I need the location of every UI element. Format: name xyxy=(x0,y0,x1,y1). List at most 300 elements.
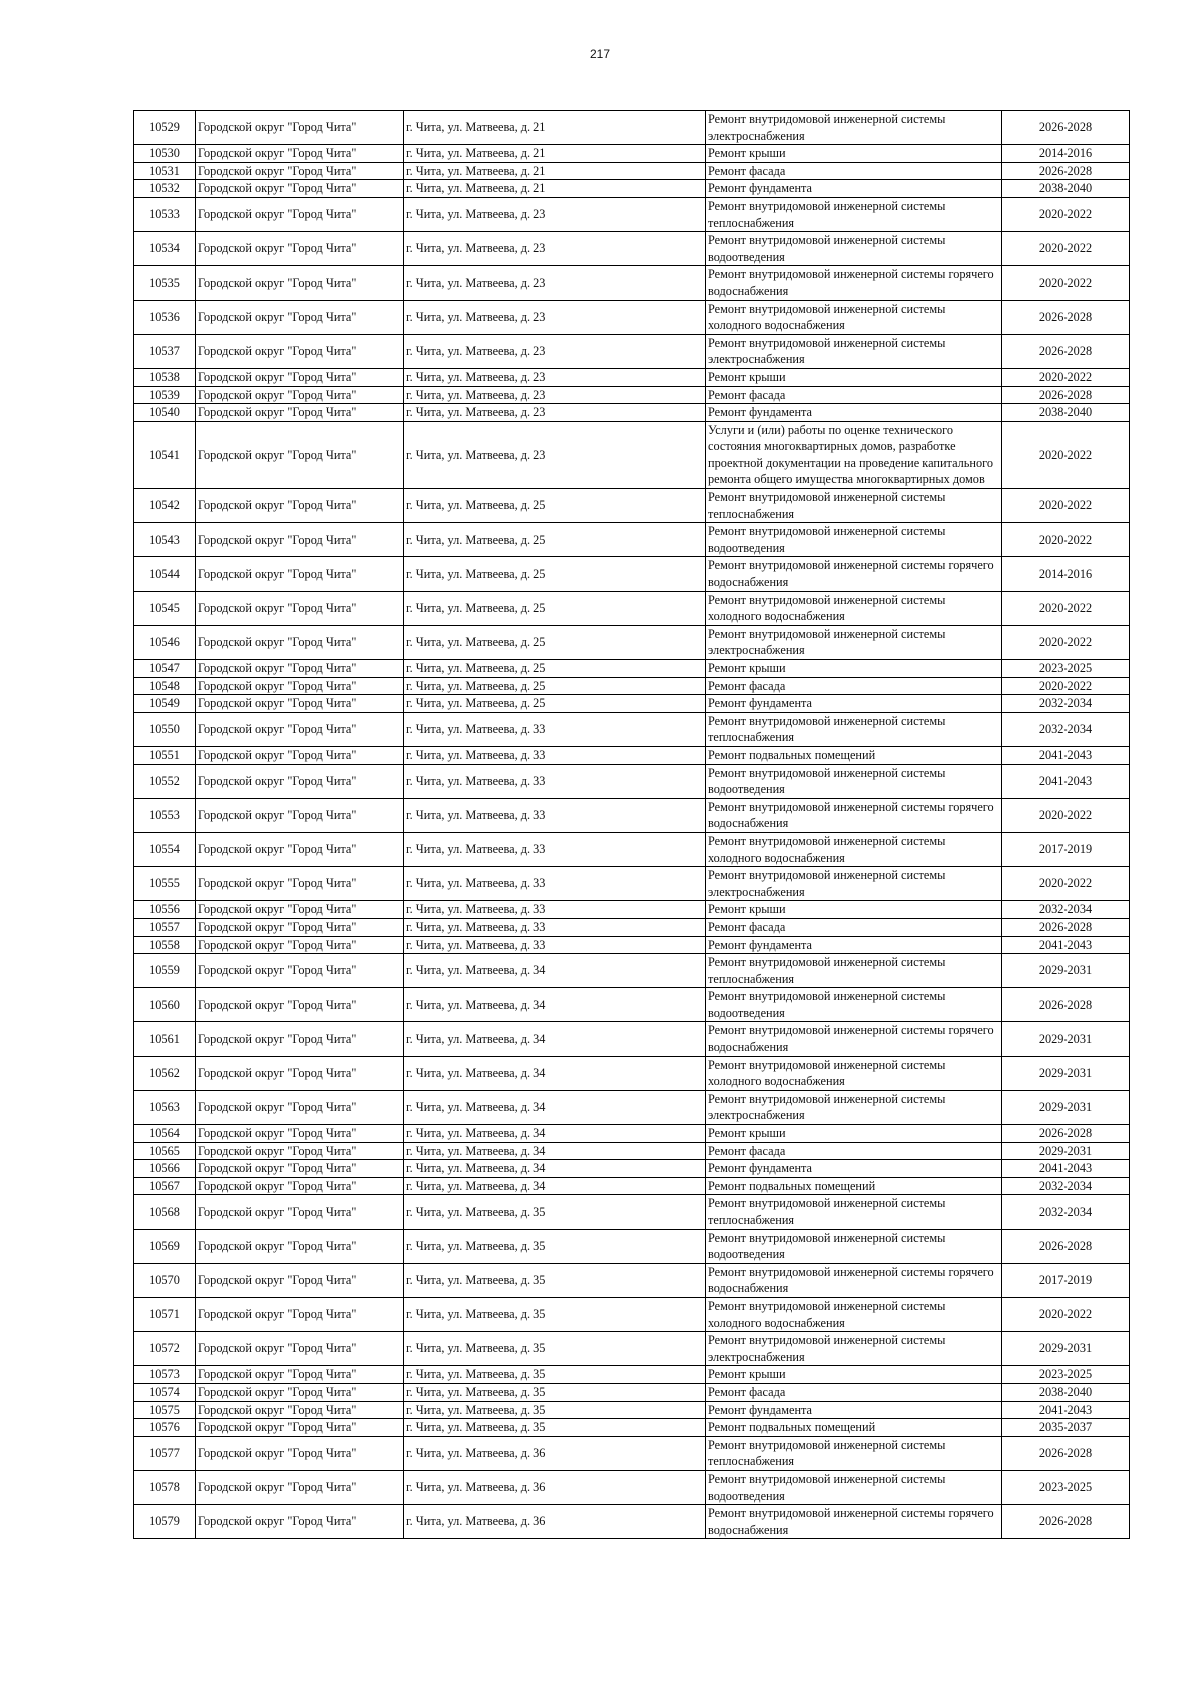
work-type-cell: Ремонт внутридомовой инженерной системы горячего водоснабжения xyxy=(706,1022,1002,1056)
row-id-cell: 10566 xyxy=(134,1160,196,1178)
address-cell: г. Чита, ул. Матвеева, д. 23 xyxy=(404,421,706,488)
period-cell: 2029-2031 xyxy=(1002,1090,1130,1124)
period-cell: 2020-2022 xyxy=(1002,232,1130,266)
period-cell: 2020-2022 xyxy=(1002,798,1130,832)
work-type-cell: Ремонт внутридомовой инженерной системы электроснабжения xyxy=(706,1090,1002,1124)
row-id-cell: 10567 xyxy=(134,1177,196,1195)
work-type-cell: Ремонт фундамента xyxy=(706,695,1002,713)
period-cell: 2020-2022 xyxy=(1002,266,1130,300)
municipality-cell: Городской округ "Город Чита" xyxy=(196,1056,404,1090)
municipality-cell: Городской округ "Город Чита" xyxy=(196,746,404,764)
municipality-cell: Городской округ "Город Чита" xyxy=(196,1505,404,1539)
row-id-cell: 10556 xyxy=(134,901,196,919)
municipality-cell: Городской округ "Город Чита" xyxy=(196,901,404,919)
address-cell: г. Чита, ул. Матвеева, д. 25 xyxy=(404,695,706,713)
period-cell: 2020-2022 xyxy=(1002,368,1130,386)
address-cell: г. Чита, ул. Матвеева, д. 21 xyxy=(404,162,706,180)
period-cell: 2029-2031 xyxy=(1002,1142,1130,1160)
period-cell: 2032-2034 xyxy=(1002,712,1130,746)
period-cell: 2023-2025 xyxy=(1002,1366,1130,1384)
row-id-cell: 10577 xyxy=(134,1436,196,1470)
address-cell: г. Чита, ул. Матвеева, д. 34 xyxy=(404,1177,706,1195)
address-cell: г. Чита, ул. Матвеева, д. 36 xyxy=(404,1436,706,1470)
row-id-cell: 10573 xyxy=(134,1366,196,1384)
address-cell: г. Чита, ул. Матвеева, д. 25 xyxy=(404,591,706,625)
table-row xyxy=(134,660,1130,678)
period-cell: 2020-2022 xyxy=(1002,421,1130,488)
row-id-cell: 10561 xyxy=(134,1022,196,1056)
work-type-cell: Ремонт внутридомовой инженерной системы горячего водоснабжения xyxy=(706,557,1002,591)
table-row xyxy=(134,145,1130,163)
row-id-cell: 10546 xyxy=(134,625,196,659)
municipality-cell: Городской округ "Город Чита" xyxy=(196,180,404,198)
period-cell: 2029-2031 xyxy=(1002,1332,1130,1366)
row-id-cell: 10555 xyxy=(134,867,196,901)
period-cell: 2029-2031 xyxy=(1002,1022,1130,1056)
table-row xyxy=(134,1160,1130,1178)
work-type-cell: Ремонт крыши xyxy=(706,1366,1002,1384)
row-id-cell: 10558 xyxy=(134,936,196,954)
address-cell: г. Чита, ул. Матвеева, д. 34 xyxy=(404,1090,706,1124)
row-id-cell: 10550 xyxy=(134,712,196,746)
table-row xyxy=(134,523,1130,557)
address-cell: г. Чита, ул. Матвеева, д. 25 xyxy=(404,557,706,591)
municipality-cell: Городской округ "Город Чита" xyxy=(196,111,404,145)
table-row xyxy=(134,386,1130,404)
municipality-cell: Городской округ "Город Чита" xyxy=(196,764,404,798)
table-row xyxy=(134,1195,1130,1229)
municipality-cell: Городской округ "Город Чита" xyxy=(196,1297,404,1331)
period-cell: 2032-2034 xyxy=(1002,901,1130,919)
table-row xyxy=(134,867,1130,901)
table-row xyxy=(134,111,1130,145)
period-cell: 2032-2034 xyxy=(1002,695,1130,713)
table-row xyxy=(134,1419,1130,1437)
table-row xyxy=(134,1263,1130,1297)
table-row xyxy=(134,162,1130,180)
municipality-cell: Городской округ "Город Чита" xyxy=(196,300,404,334)
period-cell: 2026-2028 xyxy=(1002,1436,1130,1470)
period-cell: 2026-2028 xyxy=(1002,162,1130,180)
address-cell: г. Чита, ул. Матвеева, д. 23 xyxy=(404,197,706,231)
municipality-cell: Городской округ "Город Чита" xyxy=(196,918,404,936)
row-id-cell: 10536 xyxy=(134,300,196,334)
address-cell: г. Чита, ул. Матвеева, д. 33 xyxy=(404,712,706,746)
row-id-cell: 10537 xyxy=(134,334,196,368)
row-id-cell: 10563 xyxy=(134,1090,196,1124)
address-cell: г. Чита, ул. Матвеева, д. 34 xyxy=(404,988,706,1022)
work-type-cell: Ремонт внутридомовой инженерной системы теплоснабжения xyxy=(706,197,1002,231)
municipality-cell: Городской округ "Город Чита" xyxy=(196,1366,404,1384)
row-id-cell: 10529 xyxy=(134,111,196,145)
address-cell: г. Чита, ул. Матвеева, д. 23 xyxy=(404,232,706,266)
municipality-cell: Городской округ "Город Чита" xyxy=(196,798,404,832)
municipality-cell: Городской округ "Город Чита" xyxy=(196,1090,404,1124)
address-cell: г. Чита, ул. Матвеева, д. 36 xyxy=(404,1505,706,1539)
table-row xyxy=(134,764,1130,798)
address-cell: г. Чита, ул. Матвеева, д. 23 xyxy=(404,404,706,422)
table-row xyxy=(134,1332,1130,1366)
table-row xyxy=(134,180,1130,198)
period-cell: 2014-2016 xyxy=(1002,145,1130,163)
row-id-cell: 10542 xyxy=(134,489,196,523)
work-type-cell: Ремонт внутридомовой инженерной системы холодного водоснабжения xyxy=(706,300,1002,334)
period-cell: 2020-2022 xyxy=(1002,489,1130,523)
municipality-cell: Городской округ "Город Чита" xyxy=(196,489,404,523)
row-id-cell: 10568 xyxy=(134,1195,196,1229)
address-cell: г. Чита, ул. Матвеева, д. 23 xyxy=(404,368,706,386)
address-cell: г. Чита, ул. Матвеева, д. 35 xyxy=(404,1401,706,1419)
table-row xyxy=(134,591,1130,625)
page-number: 217 xyxy=(589,47,611,61)
address-cell: г. Чита, ул. Матвеева, д. 23 xyxy=(404,386,706,404)
address-cell: г. Чита, ул. Матвеева, д. 35 xyxy=(404,1195,706,1229)
address-cell: г. Чита, ул. Матвеева, д. 33 xyxy=(404,918,706,936)
period-cell: 2032-2034 xyxy=(1002,1195,1130,1229)
table-row xyxy=(134,1142,1130,1160)
period-cell: 2023-2025 xyxy=(1002,660,1130,678)
period-cell: 2029-2031 xyxy=(1002,1056,1130,1090)
address-cell: г. Чита, ул. Матвеева, д. 33 xyxy=(404,746,706,764)
row-id-cell: 10531 xyxy=(134,162,196,180)
row-id-cell: 10559 xyxy=(134,954,196,988)
period-cell: 2020-2022 xyxy=(1002,197,1130,231)
address-cell: г. Чита, ул. Матвеева, д. 25 xyxy=(404,660,706,678)
address-cell: г. Чита, ул. Матвеева, д. 34 xyxy=(404,1142,706,1160)
work-type-cell: Ремонт внутридомовой инженерной системы холодного водоснабжения xyxy=(706,832,1002,866)
municipality-cell: Городской округ "Город Чита" xyxy=(196,591,404,625)
work-type-cell: Ремонт внутридомовой инженерной системы электроснабжения xyxy=(706,625,1002,659)
table-row xyxy=(134,1022,1130,1056)
municipality-cell: Городской округ "Город Чита" xyxy=(196,695,404,713)
municipality-cell: Городской округ "Город Чита" xyxy=(196,832,404,866)
period-cell: 2035-2037 xyxy=(1002,1419,1130,1437)
table-row xyxy=(134,300,1130,334)
work-type-cell: Ремонт внутридомовой инженерной системы электроснабжения xyxy=(706,111,1002,145)
period-cell: 2020-2022 xyxy=(1002,867,1130,901)
municipality-cell: Городской округ "Город Чита" xyxy=(196,712,404,746)
period-cell: 2038-2040 xyxy=(1002,404,1130,422)
table-row xyxy=(134,334,1130,368)
table-row xyxy=(134,421,1130,488)
work-type-cell: Ремонт фасада xyxy=(706,1142,1002,1160)
municipality-cell: Городской округ "Город Чита" xyxy=(196,1419,404,1437)
municipality-cell: Городской округ "Город Чита" xyxy=(196,145,404,163)
row-id-cell: 10564 xyxy=(134,1125,196,1143)
address-cell: г. Чита, ул. Матвеева, д. 34 xyxy=(404,954,706,988)
address-cell: г. Чита, ул. Матвеева, д. 33 xyxy=(404,867,706,901)
period-cell: 2038-2040 xyxy=(1002,180,1130,198)
period-cell: 2026-2028 xyxy=(1002,300,1130,334)
row-id-cell: 10539 xyxy=(134,386,196,404)
work-type-cell: Ремонт фундамента xyxy=(706,404,1002,422)
row-id-cell: 10569 xyxy=(134,1229,196,1263)
row-id-cell: 10552 xyxy=(134,764,196,798)
table-row xyxy=(134,1436,1130,1470)
row-id-cell: 10532 xyxy=(134,180,196,198)
table-row xyxy=(134,1401,1130,1419)
municipality-cell: Городской округ "Город Чита" xyxy=(196,1229,404,1263)
period-cell: 2026-2028 xyxy=(1002,1505,1130,1539)
municipality-cell: Городской округ "Город Чита" xyxy=(196,1436,404,1470)
table-row xyxy=(134,1297,1130,1331)
work-type-cell: Ремонт внутридомовой инженерной системы горячего водоснабжения xyxy=(706,798,1002,832)
work-type-cell: Ремонт крыши xyxy=(706,901,1002,919)
table-row xyxy=(134,232,1130,266)
repair-schedule-table xyxy=(133,110,1130,1539)
table-row xyxy=(134,677,1130,695)
municipality-cell: Городской округ "Город Чита" xyxy=(196,386,404,404)
row-id-cell: 10538 xyxy=(134,368,196,386)
period-cell: 2032-2034 xyxy=(1002,1177,1130,1195)
row-id-cell: 10545 xyxy=(134,591,196,625)
row-id-cell: 10541 xyxy=(134,421,196,488)
table-row xyxy=(134,489,1130,523)
work-type-cell: Ремонт фундамента xyxy=(706,1401,1002,1419)
row-id-cell: 10571 xyxy=(134,1297,196,1331)
address-cell: г. Чита, ул. Матвеева, д. 23 xyxy=(404,334,706,368)
work-type-cell: Ремонт подвальных помещений xyxy=(706,1419,1002,1437)
work-type-cell: Ремонт внутридомовой инженерной системы электроснабжения xyxy=(706,867,1002,901)
row-id-cell: 10533 xyxy=(134,197,196,231)
work-type-cell: Ремонт внутридомовой инженерной системы теплоснабжения xyxy=(706,954,1002,988)
period-cell: 2020-2022 xyxy=(1002,625,1130,659)
work-type-cell: Ремонт внутридомовой инженерной системы водоотведения xyxy=(706,232,1002,266)
work-type-cell: Ремонт внутридомовой инженерной системы водоотведения xyxy=(706,988,1002,1022)
municipality-cell: Городской округ "Город Чита" xyxy=(196,232,404,266)
table-row xyxy=(134,1366,1130,1384)
municipality-cell: Городской округ "Город Чита" xyxy=(196,162,404,180)
address-cell: г. Чита, ул. Матвеева, д. 25 xyxy=(404,489,706,523)
table-row xyxy=(134,197,1130,231)
work-type-cell: Ремонт внутридомовой инженерной системы горячего водоснабжения xyxy=(706,266,1002,300)
work-type-cell: Ремонт внутридомовой инженерной системы теплоснабжения xyxy=(706,1436,1002,1470)
work-type-cell: Услуги и (или) работы по оценке технического состояния многоквартирных домов, разработке проектной документации на проведение капитального ремонта общего имущества многоквартирных домов xyxy=(706,421,1002,488)
address-cell: г. Чита, ул. Матвеева, д. 25 xyxy=(404,625,706,659)
work-type-cell: Ремонт фундамента xyxy=(706,1160,1002,1178)
work-type-cell: Ремонт внутридомовой инженерной системы горячего водоснабжения xyxy=(706,1505,1002,1539)
period-cell: 2026-2028 xyxy=(1002,918,1130,936)
table-row xyxy=(134,625,1130,659)
address-cell: г. Чита, ул. Матвеева, д. 25 xyxy=(404,677,706,695)
municipality-cell: Городской округ "Город Чита" xyxy=(196,1401,404,1419)
municipality-cell: Городской округ "Город Чита" xyxy=(196,988,404,1022)
table-row xyxy=(134,746,1130,764)
address-cell: г. Чита, ул. Матвеева, д. 21 xyxy=(404,145,706,163)
municipality-cell: Городской округ "Город Чита" xyxy=(196,197,404,231)
period-cell: 2020-2022 xyxy=(1002,677,1130,695)
table-row xyxy=(134,988,1130,1022)
period-cell: 2026-2028 xyxy=(1002,1125,1130,1143)
municipality-cell: Городской округ "Город Чита" xyxy=(196,334,404,368)
table-row xyxy=(134,712,1130,746)
work-type-cell: Ремонт подвальных помещений xyxy=(706,746,1002,764)
municipality-cell: Городской округ "Город Чита" xyxy=(196,368,404,386)
municipality-cell: Городской округ "Город Чита" xyxy=(196,1177,404,1195)
address-cell: г. Чита, ул. Матвеева, д. 35 xyxy=(404,1263,706,1297)
table-row xyxy=(134,1505,1130,1539)
period-cell: 2026-2028 xyxy=(1002,988,1130,1022)
municipality-cell: Городской округ "Город Чита" xyxy=(196,1125,404,1143)
table-row xyxy=(134,695,1130,713)
row-id-cell: 10578 xyxy=(134,1470,196,1504)
table-row xyxy=(134,404,1130,422)
row-id-cell: 10530 xyxy=(134,145,196,163)
municipality-cell: Городской округ "Город Чита" xyxy=(196,266,404,300)
municipality-cell: Городской округ "Город Чита" xyxy=(196,404,404,422)
period-cell: 2020-2022 xyxy=(1002,591,1130,625)
row-id-cell: 10544 xyxy=(134,557,196,591)
table-row xyxy=(134,954,1130,988)
address-cell: г. Чита, ул. Матвеева, д. 35 xyxy=(404,1332,706,1366)
table-row xyxy=(134,557,1130,591)
address-cell: г. Чита, ул. Матвеева, д. 33 xyxy=(404,901,706,919)
work-type-cell: Ремонт фасада xyxy=(706,918,1002,936)
period-cell: 2014-2016 xyxy=(1002,557,1130,591)
address-cell: г. Чита, ул. Матвеева, д. 35 xyxy=(404,1297,706,1331)
address-cell: г. Чита, ул. Матвеева, д. 23 xyxy=(404,266,706,300)
table-row xyxy=(134,798,1130,832)
work-type-cell: Ремонт крыши xyxy=(706,145,1002,163)
row-id-cell: 10574 xyxy=(134,1383,196,1401)
row-id-cell: 10560 xyxy=(134,988,196,1022)
work-type-cell: Ремонт фундамента xyxy=(706,180,1002,198)
row-id-cell: 10540 xyxy=(134,404,196,422)
address-cell: г. Чита, ул. Матвеева, д. 33 xyxy=(404,936,706,954)
table-row xyxy=(134,1383,1130,1401)
address-cell: г. Чита, ул. Матвеева, д. 34 xyxy=(404,1160,706,1178)
municipality-cell: Городской округ "Город Чита" xyxy=(196,660,404,678)
row-id-cell: 10549 xyxy=(134,695,196,713)
work-type-cell: Ремонт фасада xyxy=(706,677,1002,695)
row-id-cell: 10576 xyxy=(134,1419,196,1437)
municipality-cell: Городской округ "Город Чита" xyxy=(196,677,404,695)
table-row xyxy=(134,1125,1130,1143)
address-cell: г. Чита, ул. Матвеева, д. 23 xyxy=(404,300,706,334)
municipality-cell: Городской округ "Город Чита" xyxy=(196,625,404,659)
period-cell: 2029-2031 xyxy=(1002,954,1130,988)
table-row xyxy=(134,368,1130,386)
work-type-cell: Ремонт внутридомовой инженерной системы холодного водоснабжения xyxy=(706,591,1002,625)
table-row xyxy=(134,918,1130,936)
table-row xyxy=(134,832,1130,866)
table-row xyxy=(134,1177,1130,1195)
work-type-cell: Ремонт внутридомовой инженерной системы водоотведения xyxy=(706,1470,1002,1504)
period-cell: 2041-2043 xyxy=(1002,764,1130,798)
row-id-cell: 10535 xyxy=(134,266,196,300)
address-cell: г. Чита, ул. Матвеева, д. 35 xyxy=(404,1383,706,1401)
row-id-cell: 10534 xyxy=(134,232,196,266)
period-cell: 2041-2043 xyxy=(1002,746,1130,764)
period-cell: 2017-2019 xyxy=(1002,1263,1130,1297)
work-type-cell: Ремонт внутридомовой инженерной системы электроснабжения xyxy=(706,1332,1002,1366)
table-body xyxy=(134,111,1130,1539)
period-cell: 2026-2028 xyxy=(1002,1229,1130,1263)
address-cell: г. Чита, ул. Матвеева, д. 21 xyxy=(404,111,706,145)
work-type-cell: Ремонт внутридомовой инженерной системы холодного водоснабжения xyxy=(706,1297,1002,1331)
table-row xyxy=(134,1229,1130,1263)
work-type-cell: Ремонт фасада xyxy=(706,162,1002,180)
table-row xyxy=(134,1056,1130,1090)
row-id-cell: 10572 xyxy=(134,1332,196,1366)
work-type-cell: Ремонт крыши xyxy=(706,660,1002,678)
period-cell: 2020-2022 xyxy=(1002,1297,1130,1331)
period-cell: 2020-2022 xyxy=(1002,523,1130,557)
work-type-cell: Ремонт внутридомовой инженерной системы горячего водоснабжения xyxy=(706,1263,1002,1297)
address-cell: г. Чита, ул. Матвеева, д. 34 xyxy=(404,1056,706,1090)
row-id-cell: 10562 xyxy=(134,1056,196,1090)
row-id-cell: 10557 xyxy=(134,918,196,936)
row-id-cell: 10551 xyxy=(134,746,196,764)
work-type-cell: Ремонт внутридомовой инженерной системы водоотведения xyxy=(706,764,1002,798)
work-type-cell: Ремонт фундамента xyxy=(706,936,1002,954)
municipality-cell: Городской округ "Город Чита" xyxy=(196,1160,404,1178)
municipality-cell: Городской округ "Город Чита" xyxy=(196,1263,404,1297)
address-cell: г. Чита, ул. Матвеева, д. 35 xyxy=(404,1419,706,1437)
period-cell: 2041-2043 xyxy=(1002,1401,1130,1419)
row-id-cell: 10548 xyxy=(134,677,196,695)
table-row xyxy=(134,1090,1130,1124)
municipality-cell: Городской округ "Город Чита" xyxy=(196,1142,404,1160)
work-type-cell: Ремонт внутридомовой инженерной системы водоотведения xyxy=(706,523,1002,557)
municipality-cell: Городской округ "Город Чита" xyxy=(196,1022,404,1056)
work-type-cell: Ремонт фасада xyxy=(706,386,1002,404)
work-type-cell: Ремонт внутридомовой инженерной системы теплоснабжения xyxy=(706,712,1002,746)
work-type-cell: Ремонт крыши xyxy=(706,368,1002,386)
row-id-cell: 10579 xyxy=(134,1505,196,1539)
period-cell: 2017-2019 xyxy=(1002,832,1130,866)
work-type-cell: Ремонт внутридомовой инженерной системы теплоснабжения xyxy=(706,1195,1002,1229)
work-type-cell: Ремонт крыши xyxy=(706,1125,1002,1143)
municipality-cell: Городской округ "Город Чита" xyxy=(196,954,404,988)
address-cell: г. Чита, ул. Матвеева, д. 33 xyxy=(404,832,706,866)
municipality-cell: Городской округ "Город Чита" xyxy=(196,867,404,901)
period-cell: 2038-2040 xyxy=(1002,1383,1130,1401)
period-cell: 2026-2028 xyxy=(1002,334,1130,368)
municipality-cell: Городской округ "Город Чита" xyxy=(196,1195,404,1229)
municipality-cell: Городской округ "Город Чита" xyxy=(196,523,404,557)
work-type-cell: Ремонт подвальных помещений xyxy=(706,1177,1002,1195)
period-cell: 2041-2043 xyxy=(1002,936,1130,954)
row-id-cell: 10543 xyxy=(134,523,196,557)
table-row xyxy=(134,266,1130,300)
row-id-cell: 10553 xyxy=(134,798,196,832)
address-cell: г. Чита, ул. Матвеева, д. 33 xyxy=(404,798,706,832)
row-id-cell: 10570 xyxy=(134,1263,196,1297)
row-id-cell: 10547 xyxy=(134,660,196,678)
address-cell: г. Чита, ул. Матвеева, д. 33 xyxy=(404,764,706,798)
period-cell: 2041-2043 xyxy=(1002,1160,1130,1178)
municipality-cell: Городской округ "Город Чита" xyxy=(196,1332,404,1366)
address-cell: г. Чита, ул. Матвеева, д. 21 xyxy=(404,180,706,198)
address-cell: г. Чита, ул. Матвеева, д. 35 xyxy=(404,1229,706,1263)
municipality-cell: Городской округ "Город Чита" xyxy=(196,421,404,488)
work-type-cell: Ремонт внутридомовой инженерной системы электроснабжения xyxy=(706,334,1002,368)
address-cell: г. Чита, ул. Матвеева, д. 34 xyxy=(404,1125,706,1143)
table-row xyxy=(134,936,1130,954)
table-row xyxy=(134,901,1130,919)
period-cell: 2023-2025 xyxy=(1002,1470,1130,1504)
work-type-cell: Ремонт внутридомовой инженерной системы водоотведения xyxy=(706,1229,1002,1263)
work-type-cell: Ремонт внутридомовой инженерной системы теплоснабжения xyxy=(706,489,1002,523)
table-row xyxy=(134,1470,1130,1504)
municipality-cell: Городской округ "Город Чита" xyxy=(196,557,404,591)
row-id-cell: 10565 xyxy=(134,1142,196,1160)
row-id-cell: 10575 xyxy=(134,1401,196,1419)
municipality-cell: Городской округ "Город Чита" xyxy=(196,1470,404,1504)
address-cell: г. Чита, ул. Матвеева, д. 36 xyxy=(404,1470,706,1504)
address-cell: г. Чита, ул. Матвеева, д. 34 xyxy=(404,1022,706,1056)
